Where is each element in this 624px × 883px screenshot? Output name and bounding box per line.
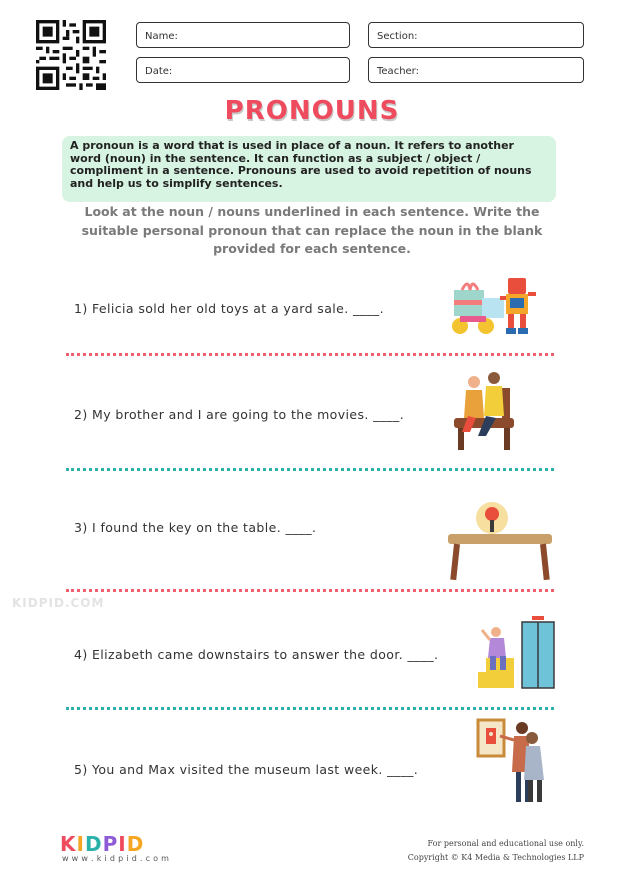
logo-letter-p: P (102, 832, 119, 856)
question-2: 2) My brother and I are going to the movies. ____. (74, 407, 405, 422)
qr-code (36, 20, 106, 90)
divider-2 (66, 468, 554, 471)
divider-3 (66, 589, 554, 592)
question-5: 5) You and Max visited the museum last week. ____. (74, 762, 419, 777)
footer-copyright: Copyright © K4 Media & Technologies LLP (407, 853, 584, 862)
toys-illustration (446, 272, 556, 338)
stairs-door-illustration (476, 616, 558, 690)
question-1: 1) Felicia sold her old toys at a yard sale. ____. (74, 301, 384, 316)
teacher-field[interactable] (368, 57, 584, 83)
date-label: Date: (145, 66, 173, 77)
key-table-illustration (446, 496, 556, 582)
page-title: PRONOUNS (224, 96, 400, 126)
logo-letter-d: D (84, 832, 103, 856)
name-field[interactable] (136, 22, 350, 48)
logo-letter-i: I (76, 832, 85, 856)
name-label: Name: (145, 31, 178, 42)
logo-letter-d2: D (126, 832, 145, 856)
couple-bench-illustration (450, 368, 520, 454)
date-field[interactable] (136, 57, 350, 83)
logo-letter-i2: I (118, 832, 127, 856)
instructions: Look at the noun / nouns underlined in each sentence. Write the suitable personal pronoun that can replace the noun in the blank provided for each sentence. (81, 204, 543, 256)
question-3: 3) I found the key on the table. ____. (74, 520, 317, 535)
logo-letter-k: K (60, 832, 77, 856)
kidpid-logo (60, 832, 144, 856)
divider-1 (66, 353, 554, 356)
question-4: 4) Elizabeth came downstairs to answer the door. ____. (74, 647, 439, 662)
footer-usage-note: For personal and educational use only. (427, 839, 584, 848)
teacher-label: Teacher: (377, 66, 419, 77)
museum-visit-illustration (476, 716, 556, 808)
divider-4 (66, 707, 554, 710)
section-label: Section: (377, 31, 418, 42)
section-field[interactable] (368, 22, 584, 48)
intro-box: A pronoun is a word that is used in place of a noun. It refers to another word (noun) in the sentence. It can function as a subject / object / compliment in a sentence. Pronouns are used to avoid repetition of nouns and help us to simplify sentences. (62, 136, 556, 202)
website-link[interactable]: w w w . k i d p i d . c o m (62, 854, 170, 863)
watermark: KIDPID.COM (12, 596, 105, 610)
